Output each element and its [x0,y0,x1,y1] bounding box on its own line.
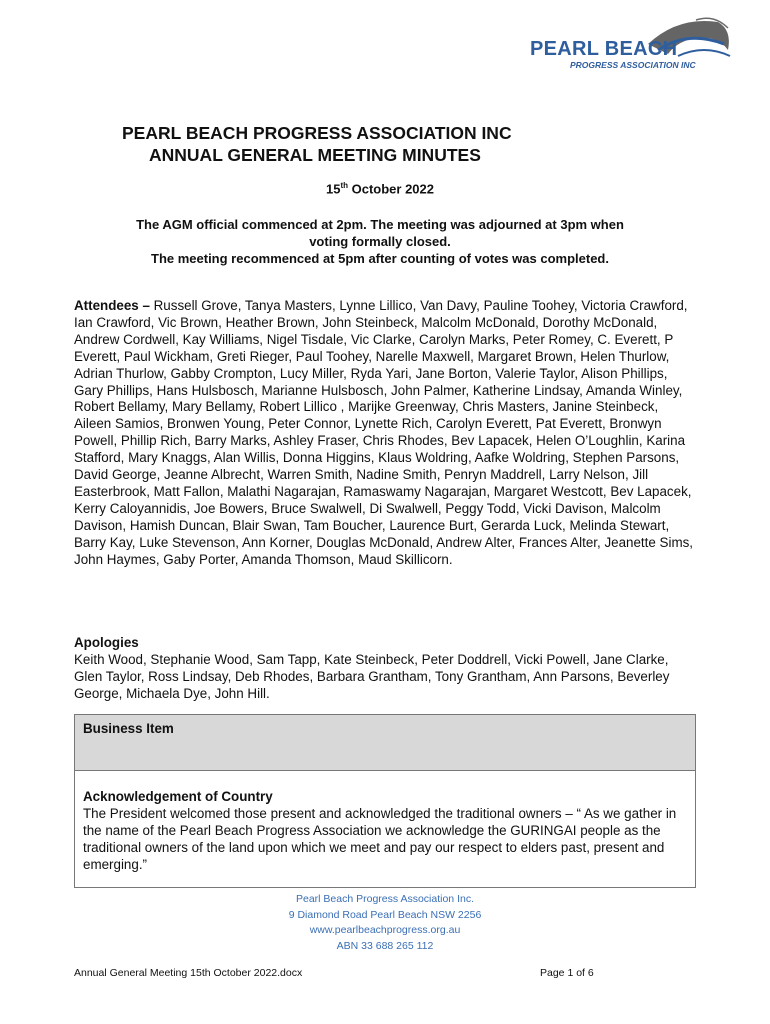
footer-street: 9 Diamond Road Pearl Beach NSW 2256 [288,908,482,921]
title-line-2: ANNUAL GENERAL MEETING MINUTES [149,145,481,165]
intro-line-1: The AGM official commenced at 2pm. The meeting was adjourned at 3pm when [136,217,624,232]
footer-address [0,892,770,954]
attendees-section [74,298,694,569]
apologies-label: Apologies [74,635,139,650]
date-day: 15 [325,181,341,197]
business-table-header: Business Item [75,715,695,771]
footer-website-link[interactable]: www.pearlbeachprogress.org.au [309,924,461,936]
title-line-1: PEARL BEACH PROGRESS ASSOCIATION INC [122,123,512,143]
date-suffix: th [340,181,349,190]
intro-line-3: The meeting recommenced at 5pm after counting of votes was completed. [151,251,609,266]
business-table [74,714,696,888]
logo-subtitle: PROGRESS ASSOCIATION INC [570,60,696,70]
date-rest: October 2022 [348,181,435,197]
business-item-text: The President welcomed those present and acknowledged the traditional owners – “ As we gather in the name of the Pearl Beach Progress Association we acknowledge the GURINGAI people as the traditional owners of the land upon which we meet and pay our respect to elders past, present and emerging.” [83,805,677,872]
business-item-cell [75,771,695,874]
footer-org: Pearl Beach Progress Association Inc. [295,893,474,905]
logo [528,14,734,78]
logo-name: PEARL BEACH [530,38,678,60]
footer-abn: ABN 33 688 265 112 [336,939,434,952]
business-item-title: Acknowledgement of Country [83,789,273,804]
apologies-section [74,635,694,703]
intro-statement [60,216,700,267]
meeting-date [0,181,760,196]
apologies-list: Keith Wood, Stephanie Wood, Sam Tapp, Kate Steinbeck, Peter Doddrell, Vicki Powell, Jane Clarke, Glen Taylor, Ross Lindsay, Deb Rhodes, Barbara Grantham, Tony Grantham, Ann Parsons, Beverley George, Michaela Dye, John Hill. [74,651,670,701]
page-number: Page 1 of 6 [540,967,594,979]
document-filename: Annual General Meeting 15th October 2022.docx [74,967,303,979]
attendees-label: Attendees – [74,298,150,313]
attendees-list: Russell Grove, Tanya Masters, Lynne Lillico, Van Davy, Pauline Toohey, Victoria Crawford, Ian Crawford, Vic Brown, Heather Brown, John Steinbeck, Malcolm McDonald, Dorothy McDonald, Andrew Cordwell, Kay Williams, Nigel Tisdale, Vic Clarke, Carolyn Marks, Peter Romey, C. Everett, P Everett, Paul Wickham, Greti Rieger, Paul Toohey, Narelle Maxwell, Margaret Brown, Helen Thurlow, Adrian Thurlow, Gabby Crompton, Lucy Miller, Ryda Yari, Jane Borton, Valerie Taylor, Alison Phillips, Gary Phillips, Hans Hulsbosch, Marianne Hulsbosch, John Palmer, Katherine Lindsay, Amanda Winley, Robert Bellamy, Mary Bellamy, Robert Lillico , Marijke Greenway, Chris Masters, Janine Steinbeck, Aileen Samios, Bronwen Young, Peter Connor, Lynette Rich, Carolyn Everett, Pat Everett, Bronwyn Powell, Phillip Rich, Barry Marks, Ashley Fraser, Chris Rhodes, Bev Lapacek, Helen O’Loughlin, Karina Stafford, Mary Knaggs, Alan Willis, Donna Higgins, Klaus Woldring, Aafke Woldring, Stephen Parsons, David George, Jeanne Albrecht, Warren Smith, Nadine Smith, Penryn Maddrell, Larry Nelson, Jill Easterbrook, Matt Fallon, Malathi Nagarajan, Ramaswamy Nagarajan, Margaret Westcott, Bev Lapacek, Kerry Caloyannidis, Joe Bowers, Bruce Swalwell, Di Swalwell, Peggy Todd, Vicki Davison, Malcolm Davison, Hamish Duncan, Blair Swan, Tam Boucher, Laurence Burt, Gerarda Luck, Melinda Stewart, Barry Kay, Luke Stevenson, Ann Korner, Douglas McDonald, Andrew Alter, Frances Alter, Jeanette Sims, John Haymes, Gaby Porter, Amanda Thomson, Maud Skillicorn. [74,298,694,567]
intro-line-2: voting formally closed. [309,234,451,249]
